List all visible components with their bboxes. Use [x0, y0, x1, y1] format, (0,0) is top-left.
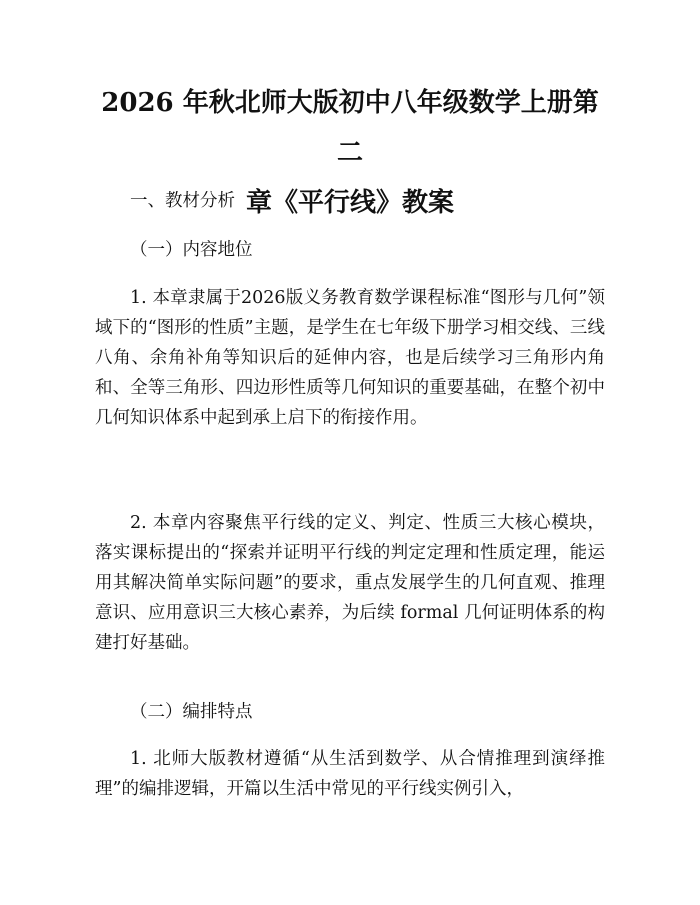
paragraph-content-position-1: 1. 本章隶属于2026版义务教育数学课程标准“图形与几何”领域下的“图形的性质”主题，是学生在七年级下册学习相交线、三线八角、余角补角等知识后的延伸内容，也是后续学习三角形内角和、全等三角形、四边形性质等几何知识的重要基础，在整个初中几何知识体系中起到承上启下的衔接作用。 [95, 288, 605, 428]
title-line-2: 章《平行线》教案 [245, 188, 454, 218]
paragraph-content-position-2: 2. 本章内容聚焦平行线的定义、判定、性质三大核心模块，落实课标提出的“探索并证明平行线的判定定理和性质定理，能运用其解决简单实际问题”的要求，重点发展学生的几何直观、推理意识、应用意识三大核心素养，为后续 formal 几何证明体系的构建打好基础。 [95, 513, 605, 653]
subsection-heading-content-position: （一）内容地位 [130, 240, 253, 260]
section-heading-textbook-analysis: 一、教材分析 [130, 191, 235, 211]
subsection-heading-arrangement-features: （二）编排特点 [130, 702, 253, 722]
paragraph-arrangement-features-1: 1. 北师大版教材遵循“从生活到数学、从合情推理到演绎推理”的编排逻辑，开篇以生活中常见的平行线实例引入， [95, 749, 605, 799]
title-line-1: 2026 年秋北师大版初中八年级数学上册第二 [101, 88, 599, 168]
